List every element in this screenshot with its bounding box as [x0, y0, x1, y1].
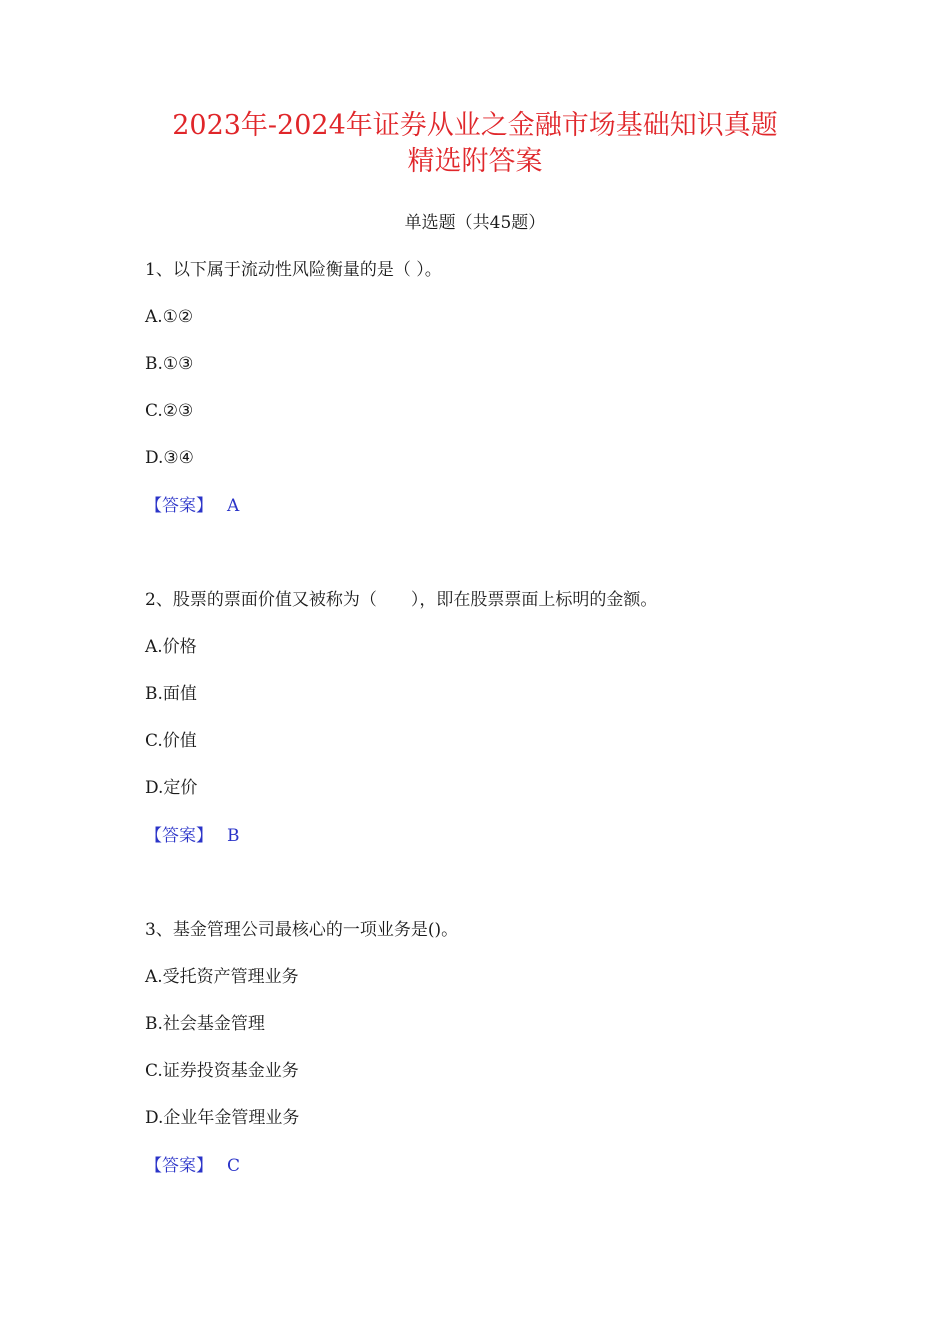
question-2-answer [145, 824, 240, 848]
question-1-option-b: B.①③ [145, 354, 194, 374]
document-title-line-1: 2023年-2024年证券从业之金融市场基础知识真题 [172, 110, 778, 141]
question-1-option-a: A.①② [145, 307, 194, 327]
question-2-option-a: A.价格 [145, 637, 197, 657]
question-3-answer [145, 1154, 240, 1178]
question-1-option-c: C.②③ [145, 401, 194, 421]
answer-value: C [227, 1156, 241, 1176]
section-title: 单选题（共45题） [404, 213, 546, 233]
answer-label: 【答案】 [145, 496, 213, 516]
question-1-answer [145, 494, 239, 518]
question-2-option-c: C.价值 [145, 731, 197, 751]
answer-label: 【答案】 [145, 826, 213, 846]
question-2-option-b: B.面值 [145, 684, 197, 704]
question-3-option-c: C.证券投资基金业务 [145, 1061, 299, 1081]
question-2-option-d: D.定价 [145, 778, 198, 798]
document-title-line-2: 精选附答案 [407, 146, 543, 177]
question-3-option-d: D.企业年金管理业务 [145, 1108, 300, 1128]
question-3-option-b: B.社会基金管理 [145, 1014, 265, 1034]
question-3-stem: 3、基金管理公司最核心的一项业务是()。 [145, 920, 459, 940]
question-1-stem: 1、以下属于流动性风险衡量的是（ ）。 [145, 260, 442, 280]
answer-value: A [227, 496, 240, 516]
answer-label: 【答案】 [145, 1156, 213, 1176]
question-2-stem: 2、股票的票面价值又被称为（ ），即在股票票面上标明的金额。 [145, 590, 658, 610]
question-1-option-d: D.③④ [145, 448, 194, 468]
question-3-option-a: A.受托资产管理业务 [145, 967, 299, 987]
answer-value: B [227, 826, 240, 846]
